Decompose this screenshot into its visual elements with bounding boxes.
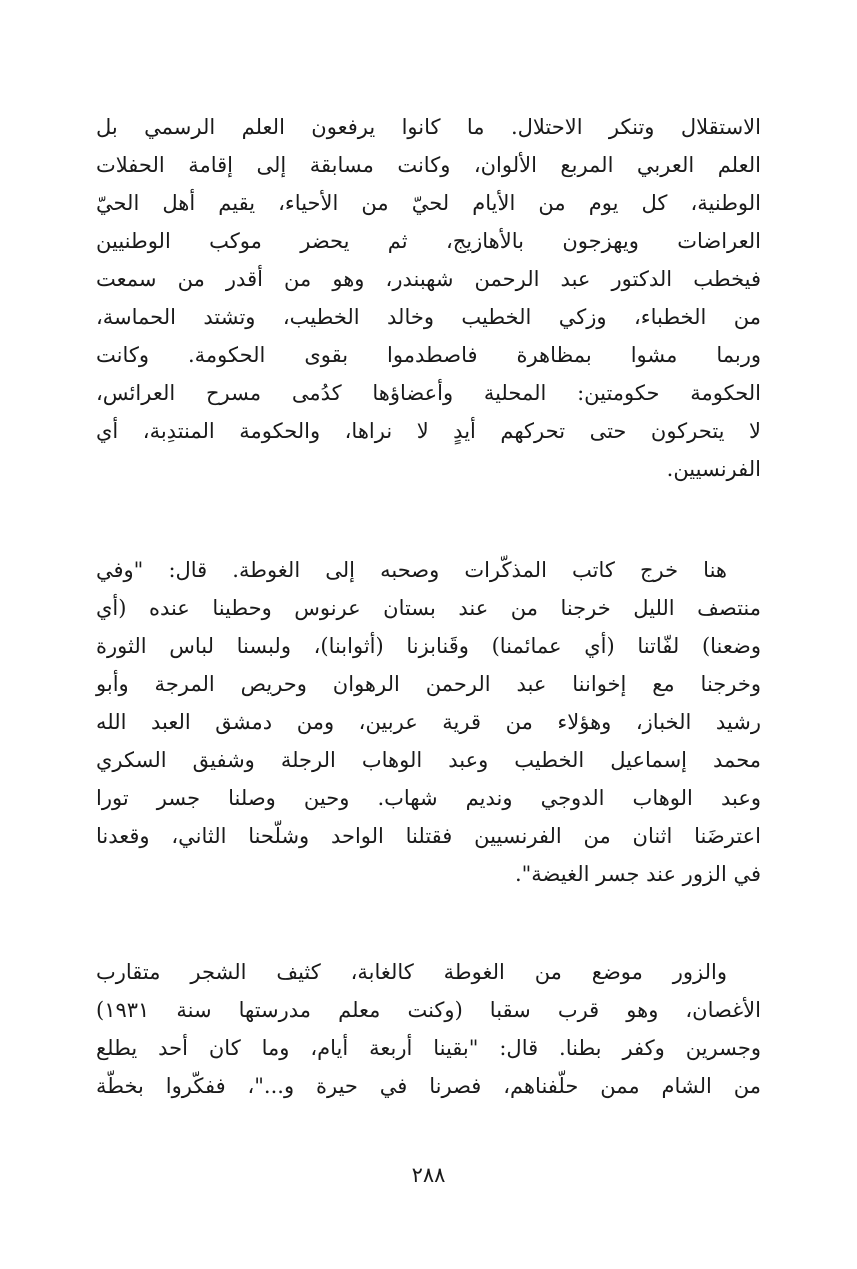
text-line: الحكومة حكومتين: المحلية وأعضاؤها كدُمى مسرح العرائس، xyxy=(96,381,761,405)
paragraph-3 xyxy=(96,953,761,1105)
paragraph-2 xyxy=(96,551,761,893)
text-line: العلم العربي المربع الألوان، وكانت مسابقة إلى إقامة الحفلات xyxy=(96,153,761,177)
text-line: الفرنسيين. xyxy=(666,457,761,481)
text-line: وربما مشوا بمظاهرة فاصطدموا بقوى الحكومة. وكانت xyxy=(96,343,761,367)
text-line: العراضات ويهزجون بالأهازيج، ثم يحضر موكب الوطنيين xyxy=(96,229,761,253)
page-number: ٢٨٨ xyxy=(411,1163,446,1187)
paragraph-1 xyxy=(96,108,761,488)
text-line: وجسرين وكفر بطنا. قال: "بقينا أربعة أيام، وما كان أحد يطلع xyxy=(96,1036,761,1060)
text-line: وضعنا) لفّاتنا (أي عمائمنا) وقَنابزنا (أثوابنا)، ولبسنا لباس الثورة xyxy=(96,634,761,658)
text-line: من الخطباء، وزكي الخطيب وخالد الخطيب، وتشتد الحماسة، xyxy=(96,305,761,329)
text-line: اعترضَنا اثنان من الفرنسيين فقتلنا الواحد وشلّحنا الثاني، وقعدنا xyxy=(96,824,761,848)
text-line: لا يتحركون حتى تحركهم أيدٍ لا نراها، والحكومة المنتدِبة، أي xyxy=(96,419,761,443)
text-line: رشيد الخباز، وهؤلاء من قرية عربين، ومن دمشق العبد الله xyxy=(96,710,761,734)
text-line: من الشام ممن حلّفناهم، فصرنا في حيرة و..."، ففكّروا بخطّة xyxy=(96,1074,761,1098)
text-line: والزور موضع من الغوطة كالغابة، كثيف الشجر متقارب xyxy=(96,960,727,984)
text-line: محمد إسماعيل الخطيب وعبد الوهاب الرجلة وشفيق السكري xyxy=(96,748,761,772)
text-line: في الزور عند جسر الغيضة". xyxy=(514,862,761,886)
text-line: منتصف الليل خرجنا من عند بستان عرنوس وحطينا عنده (أي xyxy=(96,596,761,620)
text-line: وخرجنا مع إخواننا عبد الرحمن الرهوان وحريص المرجة وأبو xyxy=(96,672,761,696)
text-line: الوطنية، كل يوم من الأيام لحيّ من الأحياء، يقيم أهل الحيّ xyxy=(96,191,761,215)
text-line: وعبد الوهاب الدوجي ونديم شهاب. وحين وصلنا جسر تورا xyxy=(96,786,761,810)
text-line: فيخطب الدكتور عبد الرحمن شهبندر، وهو من أقدر من سمعت xyxy=(96,267,761,291)
text-line: الاستقلال وتنكر الاحتلال. ما كانوا يرفعون العلم الرسمي بل xyxy=(96,115,761,139)
text-line: هنا خرج كاتب المذكّرات وصحبه إلى الغوطة. قال: "وفي xyxy=(96,558,727,582)
text-line: الأغصان، وهو قرب سقبا (وكنت معلم مدرستها سنة ١٩٣١) xyxy=(96,998,761,1022)
